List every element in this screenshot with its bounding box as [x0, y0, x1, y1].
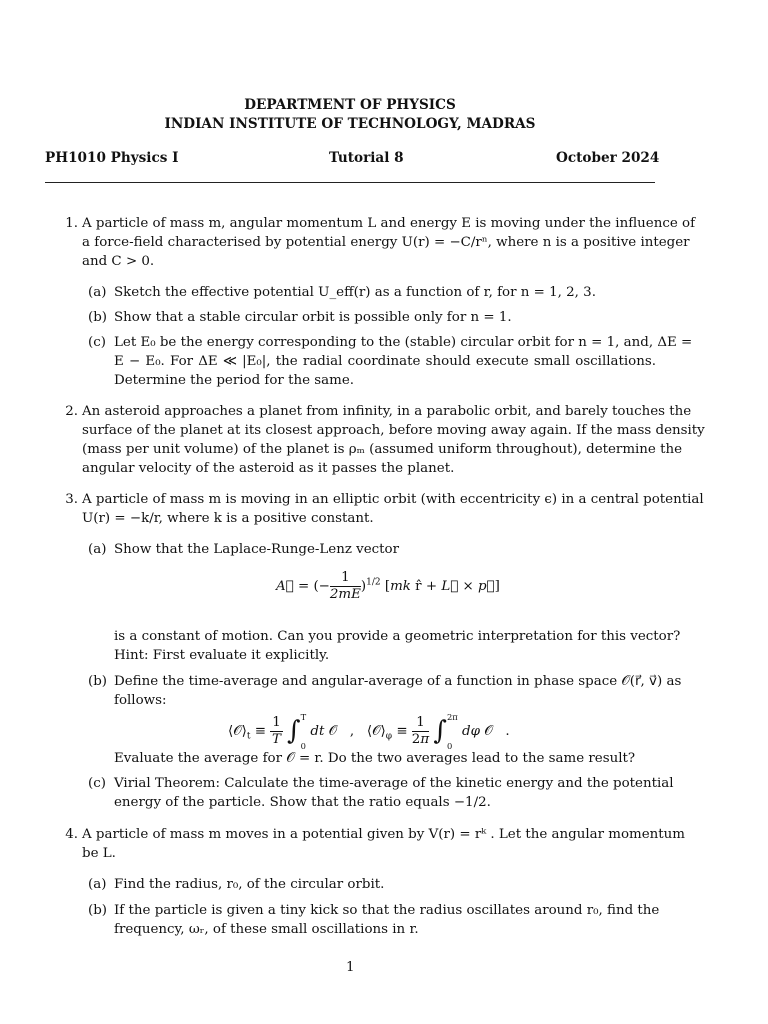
problem-text-line: A particle of mass m is moving in an elliptic orbit (with eccentricity ϵ) in a central potential — [82, 492, 704, 507]
part-label: (a) — [88, 877, 107, 892]
problem-text-line: and C > 0. — [82, 254, 155, 269]
part-text-line: frequency, ωᵣ, of these small oscillations in r. — [114, 922, 419, 937]
problem-number: 3. — [65, 492, 78, 507]
part-text-line: Virial Theorem: Calculate the time-average of the kinetic energy and the potential — [114, 776, 674, 791]
part-label: (b) — [88, 674, 108, 689]
part-text-line: Evaluate the average for 𝒪 = r. Do the two averages lead to the same result? — [114, 751, 636, 766]
part-text-line: Hint: First evaluate it explicitly. — [114, 648, 330, 663]
part-text-line: energy of the particle. Show that the ratio equals −1/2. — [114, 795, 491, 810]
part-text-line: Show that a stable circular orbit is possible only for n = 1. — [114, 310, 512, 325]
part-label: (a) — [88, 285, 107, 300]
department-heading: DEPARTMENT OF PHYSICS — [244, 97, 456, 113]
part-text-line: Find the radius, r₀, of the circular orbit. — [114, 877, 385, 892]
problem-number: 1. — [65, 216, 78, 231]
tutorial-number: Tutorial 8 — [329, 150, 404, 166]
part-text-line: Let E₀ be the energy corresponding to the (stable) circular orbit for n = 1, and, ΔE = — [114, 335, 693, 350]
part-text-line: E − E₀. For ΔE ≪ |E₀|, the radial coordinate should execute small oscillations. — [114, 354, 656, 369]
part-label: (b) — [88, 310, 108, 325]
problem-text-line: A particle of mass m moves in a potential given by V(r) = rᵏ . Let the angular momentum — [82, 827, 685, 842]
problem-text-line: (mass per unit volume) of the planet is ρₘ (assumed uniform throughout), determine the — [82, 442, 683, 457]
problem-text-line: A particle of mass m, angular momentum L and energy E is moving under the influence of — [82, 216, 696, 231]
problem-text-line: be L. — [82, 846, 116, 861]
problem-number: 2. — [65, 404, 78, 419]
problem-text-line: surface of the planet at its closest approach, before moving away again. If the mass density — [82, 423, 705, 438]
part-text-line: If the particle is given a tiny kick so that the radius oscillates around r₀, find the — [114, 903, 660, 918]
institute-heading: INDIAN INSTITUTE OF TECHNOLOGY, MADRAS — [164, 116, 536, 132]
averages-equation: $⟨𝒪⟩_t$ ≡ $\frac{1}{T}$ ∫$^T$ $_0$ dt 𝒪 , $⟨𝒪⟩_\varphi$ ≡ $\frac{1}{2\pi}$ ∫$^{2\pi}$ $_0$ dφ 𝒪 . — [228, 712, 510, 752]
part-text-line: Determine the period for the same. — [114, 373, 355, 388]
problem-number: 4. — [65, 827, 78, 842]
problem-text-line: An asteroid approaches a planet from infinity, in a parabolic orbit, and barely touches the — [82, 404, 692, 419]
course-code: PH1010 Physics I — [45, 150, 179, 166]
part-text-line: Define the time-average and angular-average of a function in phase space 𝒪(r⃗, v⃗) as — [114, 674, 682, 689]
header-rule — [45, 182, 655, 183]
problem-text-line: U(r) = −k/r, where k is a positive constant. — [82, 511, 374, 526]
part-label: (b) — [88, 903, 108, 918]
part-text-line: follows: — [114, 693, 167, 708]
part-text-line: Show that the Laplace-Runge-Lenz vector — [114, 542, 399, 557]
page-number: 1 — [346, 960, 355, 975]
part-text-line: is a constant of motion. Can you provide a geometric interpretation for this vector? — [114, 629, 681, 644]
problem-text-line: angular velocity of the asteroid as it passes the planet. — [82, 461, 455, 476]
problem-text-line: a force-field characterised by potential energy U(r) = −C/rⁿ, where n is a positive integer — [82, 235, 690, 250]
lrl-equation: A⃗ = (− $\frac{1}{2mE}$ )$^{1/2}$ [mk r̂ + L⃗ × p⃗] — [276, 570, 500, 602]
part-label: (c) — [88, 776, 106, 791]
part-label: (c) — [88, 335, 106, 350]
date: October 2024 — [556, 150, 660, 166]
part-label: (a) — [88, 542, 107, 557]
part-text-line: Sketch the effective potential U_eff(r) as a function of r, for n = 1, 2, 3. — [114, 285, 596, 300]
